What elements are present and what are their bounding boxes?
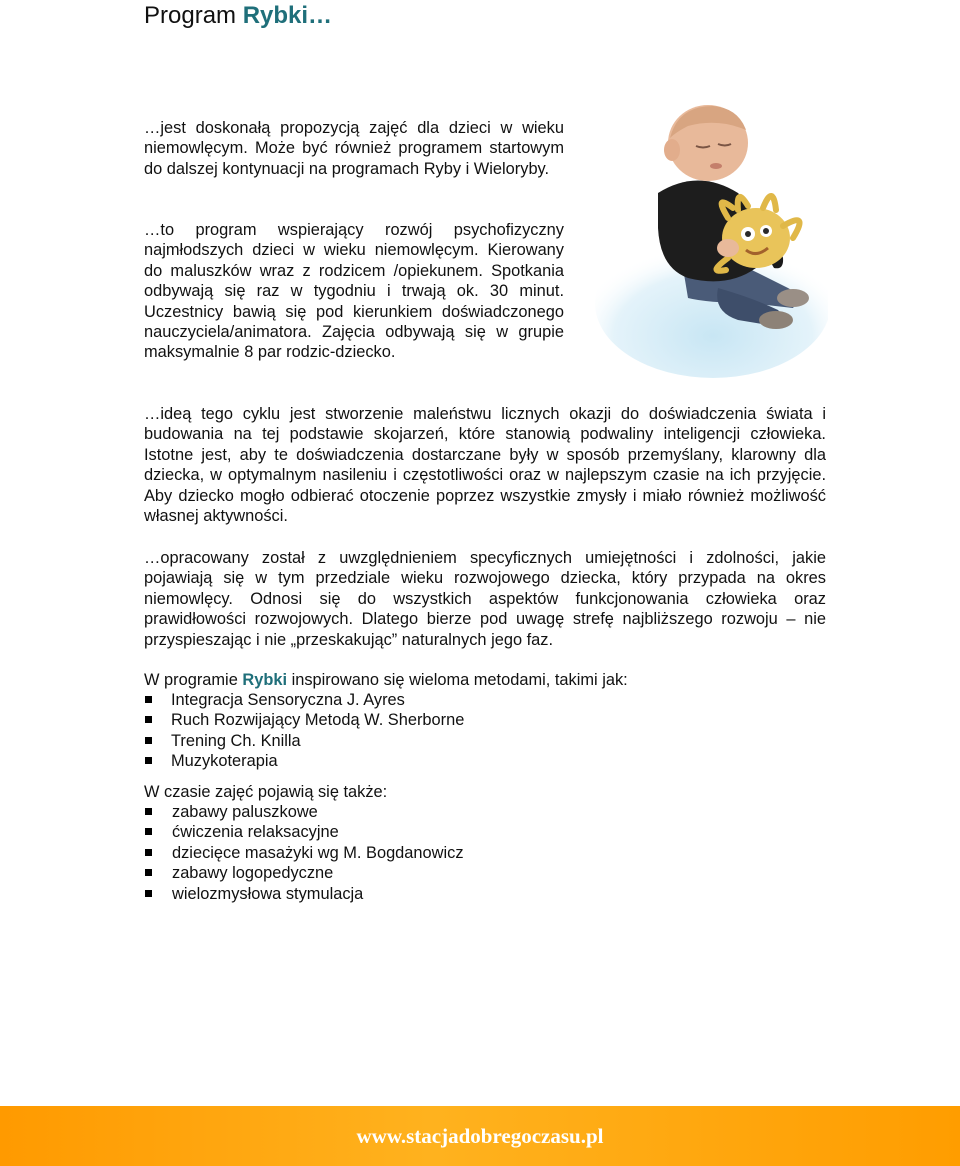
list-item — [144, 863, 464, 883]
list-item-label: Integracja Sensoryczna J. Ayres — [171, 691, 405, 709]
list-item-label: wielozmysłowa stymulacja — [172, 884, 364, 903]
list-item — [144, 710, 464, 730]
program-description-paragraph: …to program wspierający rozwój psychofizyczny najmłodszych dzieci w wieku niemowlęcym. Kierowany do maluszków wraz z rodzicem /opiekunem. Spotkania odbywają się raz w tygodniu i trwają ok. 30 minut. Uczestnicy bawią się pod kierunkiem doświadczonego nauczyciela/animatora. Zajęcia odbywają się w grupie maksymalnie 8 par rodzic-dziecko. — [144, 221, 564, 362]
square-bullet-icon — [145, 828, 152, 835]
square-bullet-icon — [145, 808, 152, 815]
list-item — [144, 731, 464, 751]
list-item — [144, 802, 464, 822]
list-item-label: dziecięce masażyki wg M. Bogdanowicz — [172, 843, 464, 862]
list-item-label: Ruch Rozwijający Metodą W. Sherborne — [171, 711, 465, 730]
title-prefix: Program — [144, 2, 243, 29]
intro-paragraph: …jest doskonałą propozycją zajęć dla dzieci w wieku niemowlęcym. Może być również programem startowym do dalszej kontynuacji na programach Ryby i Wieloryby. — [144, 119, 564, 178]
list-item-label: zabawy logopedyczne — [172, 864, 334, 883]
title-accent: Rybki… — [242, 2, 333, 29]
list-item — [144, 751, 464, 771]
list-item — [144, 884, 464, 904]
square-bullet-icon — [145, 757, 152, 764]
activities-intro: W czasie zajęć pojawią się także: — [144, 783, 388, 801]
methods-intro-prefix: W programie — [144, 671, 243, 689]
methods-intro-suffix: inspirowano się wieloma metodami, takimi jak: — [287, 671, 628, 689]
square-bullet-icon — [145, 869, 152, 876]
list-item — [144, 843, 464, 863]
idea-paragraph: …ideą tego cyklu jest stworzenie maleństwu licznych okazji do doświadczenia świata i budowania na tej podstawie skojarzeń, które stanowią podwaliny inteligencji człowieka. Istotne jest, aby te doświadczenia dostarczane były w sposób przemyślany, klarowny dla dziecka, w optymalnym nasileniu i częstotliwości oraz w najlepszym czasie na ich przyjęcie. Aby dziecko mogło odbierać otoczenie poprzez wszystkie zmysły i miało również możliwość własnej aktywności. — [144, 405, 826, 526]
list-item — [144, 822, 464, 842]
square-bullet-icon — [145, 716, 152, 723]
baby-with-fish-toy-photo — [588, 98, 828, 388]
page-title — [144, 2, 332, 30]
square-bullet-icon — [145, 890, 152, 897]
footer-website-link[interactable]: www.stacjadobregoczasu.pl — [356, 1124, 604, 1148]
footer-bar — [0, 1106, 960, 1166]
methods-intro — [144, 670, 628, 690]
list-item-label: Trening Ch. Knilla — [171, 731, 301, 750]
list-item-label: zabawy paluszkowe — [172, 803, 318, 821]
square-bullet-icon — [145, 849, 152, 856]
list-item — [144, 690, 464, 710]
list-item-label: ćwiczenia relaksacyjne — [172, 823, 339, 842]
square-bullet-icon — [145, 737, 152, 744]
development-paragraph: …opracowany został z uwzględnieniem specyficznych umiejętności i zdolności, jakie pojawiają się w tym przedziale wieku rozwojowego dziecka, który przypada na okres niemowlęcy. Odnosi się do wszystkich aspektów funkcjonowania człowieka oraz prawidłowości rozwojowych. Dlatego bierze pod uwagę strefę najbliższego rozwoju – nie przyspieszając i nie „przeskakując” naturalnych jego faz. — [144, 549, 826, 649]
square-bullet-icon — [145, 696, 152, 703]
list-item-label: Muzykoterapia — [171, 752, 278, 771]
activities-list — [144, 802, 464, 904]
methods-intro-accent: Rybki — [242, 671, 288, 689]
methods-list — [144, 690, 464, 772]
